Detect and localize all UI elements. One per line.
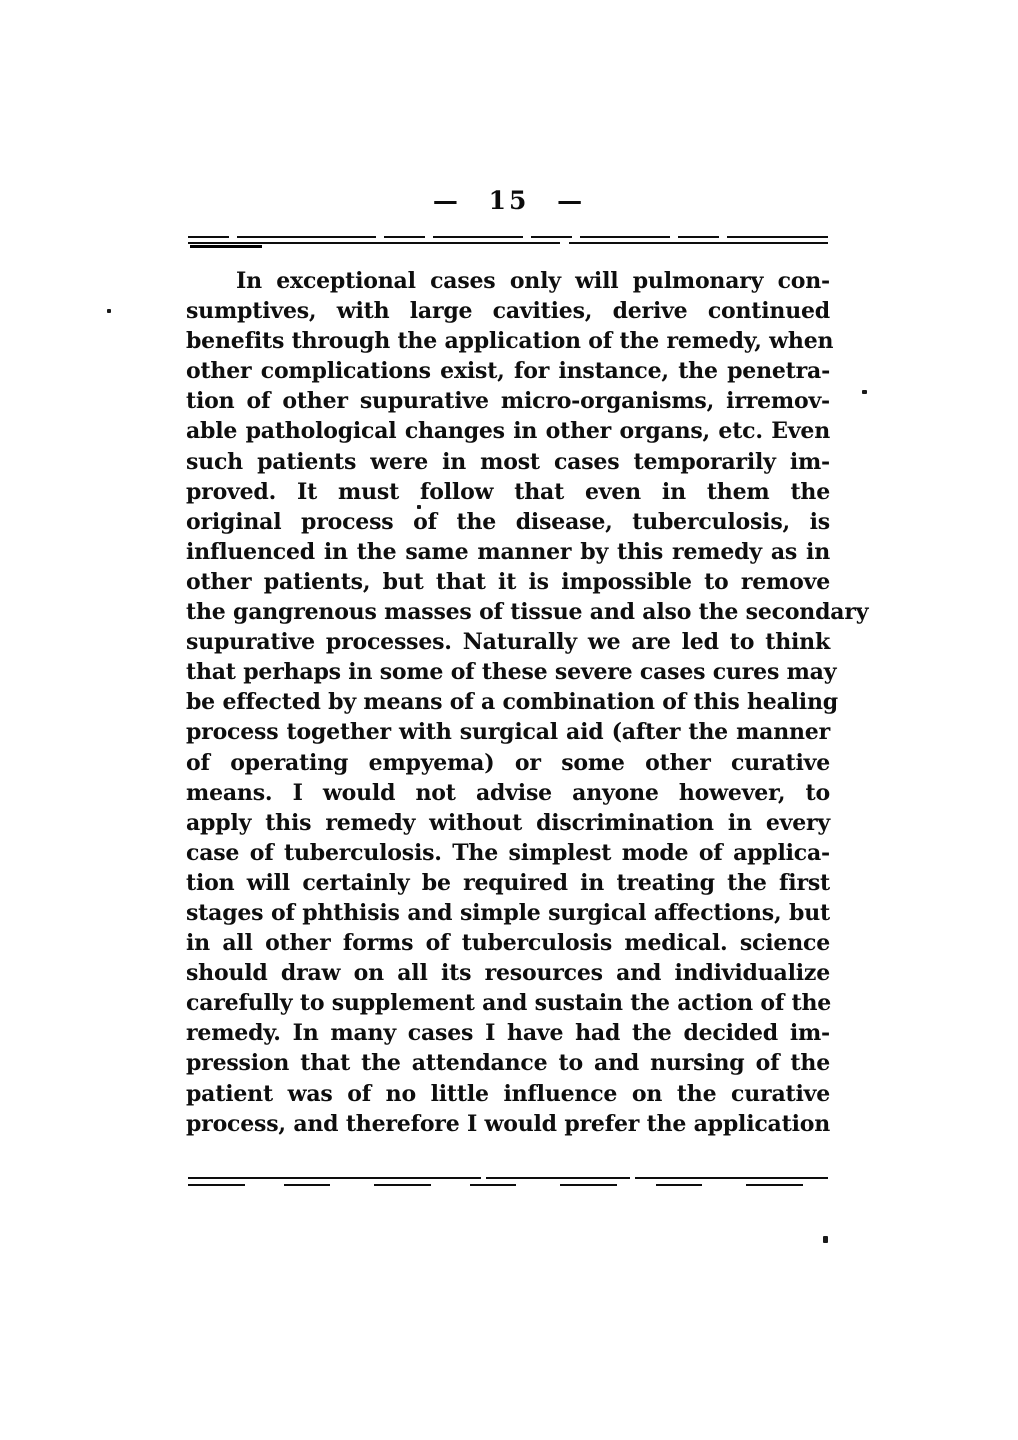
text-line: sumptives, with large cavities, derive continued [186,298,830,325]
text-line: such patients were in most cases temporarily im- [186,448,830,475]
text-line: influenced in the same manner by this remedy as in [186,538,830,565]
bottom-rule-upper-line [188,1177,828,1179]
text-line: In exceptional cases only will pulmonary con- [236,268,830,294]
top-rule-upper-line [188,236,828,238]
bottom-rule-lower-line [188,1184,828,1186]
text-line: tion will certainly be required in treating the first [186,869,830,896]
text-line: other complications exist, for instance, the penetra- [186,358,830,385]
top-rule-thick-segment [190,245,262,248]
text-line: pression that the attendance to and nursing of the [186,1050,830,1077]
text-line: proved. It must follow that even in them the [186,478,830,505]
text-line: patient was of no little influence on the curative [186,1080,830,1107]
text-line: means. I would not advise anyone however, to [186,779,830,806]
text-line: other patients, but that it is impossible to remove [186,568,830,595]
text-line: able pathological changes in other organs, etc. Even [186,418,830,445]
text-line: stages of phthisis and simple surgical affections, but [186,899,830,926]
top-rule-lower-line [188,242,828,244]
text-line: remedy. In many cases I have had the decided im- [186,1020,830,1047]
text-line: tion of other supurative micro-organisms, irremov- [186,388,830,415]
scan-speck [823,1236,828,1243]
text-line: should draw on all its resources and individualize [186,960,830,987]
scan-speck [107,309,111,313]
text-line: benefits through the application of the remedy, when [186,328,834,355]
page-number: — 15 — [432,186,586,215]
text-line: be effected by means of a combination of this healing [186,689,838,716]
scan-speck [862,390,867,394]
text-line: apply this remedy without discrimination in every [186,809,830,836]
text-line: process together with surgical aid (after the manner [186,719,830,746]
text-line: of operating empyema) or some other curative [186,749,830,776]
scan-speck [417,505,421,509]
bottom-double-rule [188,1176,828,1192]
text-line: the gangrenous masses of tissue and also the secondary [186,599,869,626]
text-line: original process of the disease, tuberculosis, is [186,508,830,535]
text-line: that perhaps in some of these severe cases cures may [186,659,837,686]
text-line: in all other forms of tuberculosis medical. science [186,930,830,957]
text-line: carefully to supplement and sustain the action of the [186,990,832,1017]
text-line: supurative processes. Naturally we are led to think [186,629,830,656]
body-text-paragraph [186,266,869,1139]
text-line: case of tuberculosis. The simplest mode of applica- [186,839,830,866]
text-line: process, and therefore I would prefer the application [186,1110,830,1137]
top-double-rule [188,233,828,249]
